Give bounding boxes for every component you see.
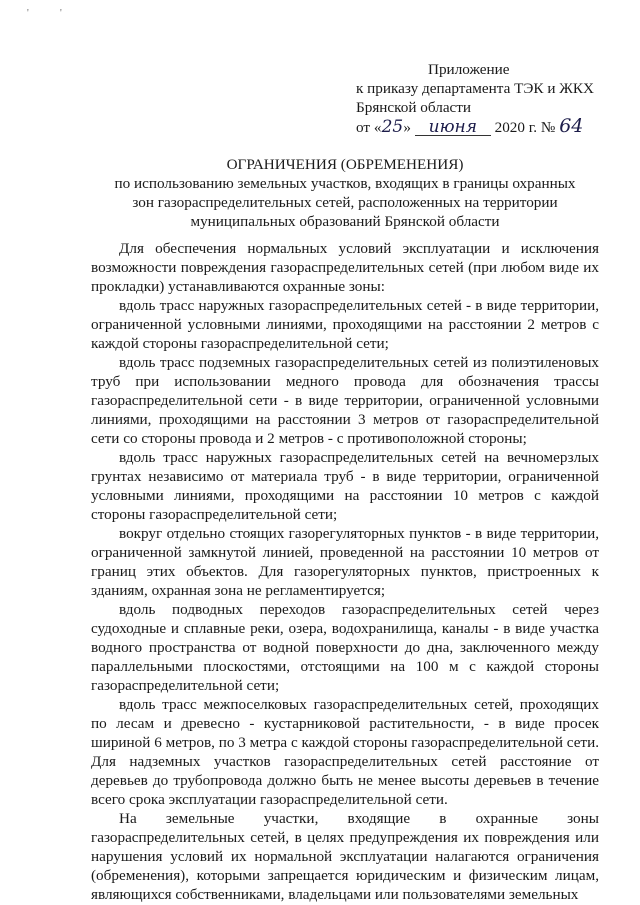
appendix-block: [356, 60, 626, 137]
document-body: [91, 239, 599, 904]
title-subtitle-line: по использованию земельных участков, входящих в границы охранных: [114, 175, 576, 192]
title-main: ОГРАНИЧЕНИЯ (ОБРЕМЕНЕНИЯ): [226, 156, 464, 173]
date-quote: »: [403, 119, 412, 136]
body-paragraph: вдоль трасс межпоселковых газораспределительных сетей, проходящих по лесам и древесно - кустарниковой растительности, - в виде просек шириной 6 метров, по 3 метра с каждой стороны газораспределительной сети. Для надземных участков газораспределительных сетей расстояние от деревьев до трубопровода должно быть не менее высоты деревьев в течение всего срока эксплуатации газораспределительной сети.: [91, 696, 599, 808]
title-subtitle-line: муниципальных образований Брянской области: [190, 213, 500, 230]
handwritten-day: 25: [381, 117, 404, 137]
appendix-order-ref: к приказу департамента ТЭК и ЖКХ: [356, 80, 594, 97]
appendix-region: Брянской области: [356, 99, 472, 116]
body-paragraph: вдоль трасс наружных газораспределительных сетей - в виде территории, ограниченной условными линиями, проходящими на расстоянии 2 метров с каждой стороны газораспределительной сети;: [91, 297, 599, 352]
appendix-date-line: [356, 117, 626, 137]
scan-mark: ': [27, 8, 29, 19]
date-prefix: от «: [356, 119, 382, 136]
body-paragraph: вдоль трасс наружных газораспределительных сетей на вечномерзлых грунтах независимо от материала труб - в виде территории, ограниченной условными линиями, проходящими на расстоянии 10 метров с каждой стороны газораспределительной сети;: [91, 449, 599, 523]
body-paragraph: вдоль трасс подземных газораспределительных сетей из полиэтиленовых труб при использовании медного провода для обозначения трассы газораспределительной сети - в виде территории, ограниченной условными линиями, проходящими на расстоянии 3 метров от газораспределительной сети со стороны провода и 2 метров - с противоположной стороны;: [91, 354, 599, 447]
handwritten-order-number: 64: [559, 115, 584, 137]
scan-mark: ': [60, 8, 62, 19]
body-paragraph: Для обеспечения нормальных условий эксплуатации и исключения возможности повреждения газораспределительных сетей (при любом виде их прокладки) устанавливаются охранные зоны:: [91, 240, 599, 295]
body-paragraph: На земельные участки, входящие в охранные зоны газораспределительных сетей, в целях предупреждения их повреждения или нарушения условий их нормальной эксплуатации налагаются ограничения (обременения), которыми запрещается юридическим и физическим лицам, являющихся собственниками, владельцами или пользователями земельных: [91, 810, 599, 903]
document-title: [100, 155, 590, 231]
date-year: 2020 г. №: [494, 119, 556, 136]
title-subtitle-line: зон газораспределительных сетей, расположенных на территории: [132, 194, 558, 211]
body-paragraph: вдоль подводных переходов газораспределительных сетей через судоходные и сплавные реки, озера, водохранилища, каналы - в виде участка водного пространства от водной поверхности до дна, заключенного между параллельными плоскостями, отстоящими на 100 м с каждой стороны газораспределительной сети;: [91, 601, 599, 694]
handwritten-month: июня: [415, 119, 491, 136]
body-paragraph: вокруг отдельно стоящих газорегуляторных пунктов - в виде территории, ограниченной замкнутой линией, проведенной на расстоянии 10 метров от границ этих объектов. Для газорегуляторных пунктов, пристроенных к зданиям, охранная зона не регламентируется;: [91, 525, 599, 599]
appendix-heading: Приложение: [428, 61, 510, 78]
